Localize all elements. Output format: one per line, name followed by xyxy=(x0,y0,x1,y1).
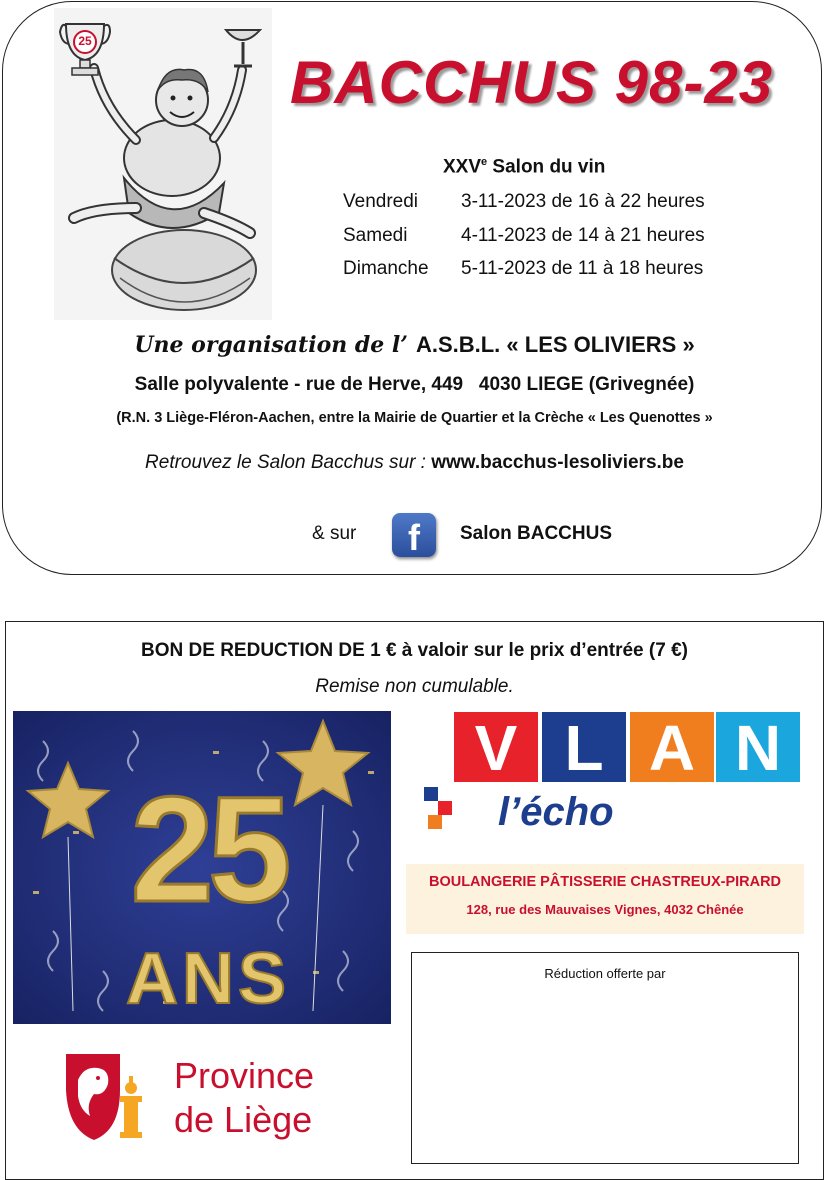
schedule-date: 3-11-2023 de 16 à 22 heures xyxy=(461,191,705,212)
salon-sup: e xyxy=(481,156,488,168)
balloon-number: 25 xyxy=(130,765,286,933)
organisation-asbl: A.S.B.L. « LES OLIVIERS » xyxy=(415,332,695,357)
venue-route: (R.N. 3 Liège-Fléron-Aachen, entre la Mairie de Quartier et la Crèche « Les Quenottes » xyxy=(116,410,713,426)
province-line1: Province xyxy=(174,1055,315,1096)
salon-prefix: XXV xyxy=(443,156,482,178)
salon-suffix: Salon du vin xyxy=(487,156,606,178)
echo-wordmark: l’écho xyxy=(498,790,614,834)
vlan-squares-icon xyxy=(424,783,454,835)
schedule-day: Samedi xyxy=(343,225,408,246)
bakery-name: BOULANGERIE PÂTISSERIE CHASTREUX-PIRARD xyxy=(428,874,782,890)
vlan-letter: V xyxy=(454,712,538,782)
offer-label: Réduction offerte par xyxy=(544,966,666,981)
website-link[interactable]: www.bacchus-lesoliviers.be xyxy=(431,452,684,473)
trophy-number: 25 xyxy=(78,34,92,48)
website-line xyxy=(0,452,829,474)
trophy-icon xyxy=(58,20,112,78)
star-balloon-icon xyxy=(28,763,108,1011)
anniversary-image xyxy=(13,711,391,1024)
venue-address: Salle polyvalente - rue de Herve, 449 4030 LIEGE (Grivegnée) xyxy=(134,374,695,395)
organisation-line xyxy=(0,332,829,358)
salon-title xyxy=(443,156,605,178)
bakery-address: 128, rue des Mauvaises Vignes, 4032 Chênée xyxy=(466,902,744,917)
website-prefix: Retrouvez le Salon Bacchus sur : xyxy=(145,452,432,473)
and-on-label: & sur xyxy=(312,523,357,544)
vlan-logo xyxy=(454,712,800,782)
schedule-day: Dimanche xyxy=(343,258,429,279)
province-line2: de Liège xyxy=(174,1099,313,1140)
facebook-page-label[interactable]: Salon BACCHUS xyxy=(460,523,613,544)
vlan-letter: A xyxy=(630,712,714,782)
offer-box xyxy=(411,952,799,1164)
schedule-row xyxy=(0,225,829,249)
province-wordmark xyxy=(174,1054,314,1142)
vlan-letter: N xyxy=(716,712,800,782)
voucher-subtitle: Remise non cumulable. xyxy=(315,676,514,697)
schedule-row xyxy=(0,258,829,282)
schedule-date: 5-11-2023 de 11 à 18 heures xyxy=(461,258,704,279)
schedule-date: 4-11-2023 de 14 à 21 heures xyxy=(461,225,705,246)
voucher-title: BON DE REDUCTION DE 1 € à valoir sur le prix d’entrée (7 €) xyxy=(141,640,688,661)
event-title: BACCHUS 98-23 xyxy=(290,49,774,116)
province-lion-icon xyxy=(64,1050,146,1142)
organisation-script: Une organisation de l’ xyxy=(134,332,408,358)
balloon-label: ANS xyxy=(125,939,290,1019)
facebook-icon[interactable] xyxy=(392,513,436,557)
facebook-glyph: f xyxy=(408,517,420,558)
schedule-row xyxy=(0,191,829,215)
vlan-letter: L xyxy=(542,712,626,782)
schedule-day: Vendredi xyxy=(343,191,419,212)
